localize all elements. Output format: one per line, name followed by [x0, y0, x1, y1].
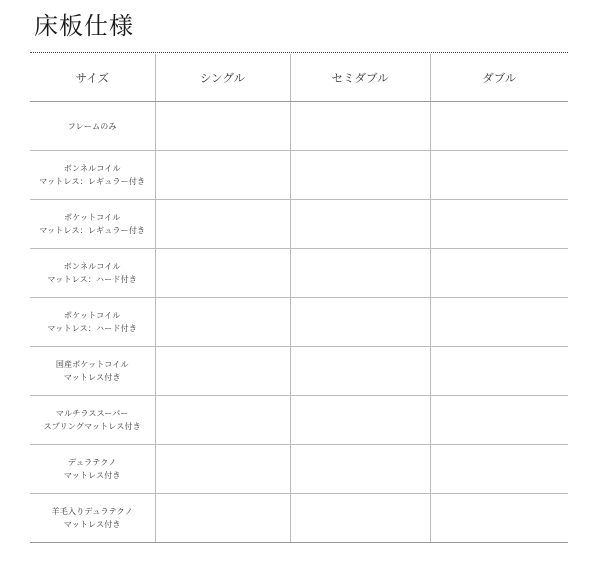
value-cell-double — [430, 445, 568, 494]
value-cell-double — [430, 249, 568, 298]
value-cell-semi-double — [290, 445, 430, 494]
value-cell-double — [430, 200, 568, 249]
value-cell-semi-double — [290, 396, 430, 445]
row-label — [30, 445, 155, 494]
row-label — [30, 102, 155, 151]
page-title: 床板仕様 — [34, 12, 134, 40]
value-cell-single — [155, 200, 290, 249]
value-cell-semi-double — [290, 347, 430, 396]
value-cell-single — [155, 249, 290, 298]
table-row — [30, 102, 568, 151]
value-cell-single — [155, 151, 290, 200]
row-label-line: マットレス：レギュラー付き — [39, 177, 146, 186]
row-label-line: 羊毛入りデュラテクノ — [51, 507, 133, 516]
table-row — [30, 445, 568, 494]
row-label — [30, 494, 155, 543]
value-cell-semi-double — [290, 494, 430, 543]
value-cell-double — [430, 298, 568, 347]
table-row — [30, 494, 568, 543]
row-label-line: マットレス付き — [63, 471, 121, 480]
value-cell-double — [430, 347, 568, 396]
row-label — [30, 200, 155, 249]
row-label-line: マットレス：ハード付き — [47, 324, 138, 333]
value-cell-double — [430, 151, 568, 200]
value-cell-semi-double — [290, 249, 430, 298]
row-label-line: ボンネルコイル — [63, 164, 121, 173]
row-label — [30, 347, 155, 396]
value-cell-semi-double — [290, 151, 430, 200]
value-cell-single — [155, 347, 290, 396]
header-single: シングル — [155, 54, 290, 102]
bed-board-spec-table — [30, 54, 568, 543]
value-cell-semi-double — [290, 200, 430, 249]
row-label-line: スプリングマットレス付き — [43, 422, 141, 431]
row-label-line: ボンネルコイル — [63, 262, 121, 271]
row-label-line: ポケットコイル — [64, 213, 121, 222]
value-cell-single — [155, 102, 290, 151]
row-label-line: 国産ポケットコイル — [55, 360, 129, 369]
table-row — [30, 200, 568, 249]
row-label — [30, 151, 155, 200]
table-row — [30, 151, 568, 200]
value-cell-semi-double — [290, 102, 430, 151]
table-body — [30, 102, 568, 543]
header-double: ダブル — [430, 54, 568, 102]
table-row — [30, 347, 568, 396]
row-label — [30, 298, 155, 347]
value-cell-semi-double — [290, 298, 430, 347]
table-row — [30, 249, 568, 298]
row-label — [30, 249, 155, 298]
value-cell-single — [155, 445, 290, 494]
row-label-line: デュラテクノ — [68, 458, 117, 467]
row-label-line: マルチラススーパー — [55, 409, 129, 418]
value-cell-single — [155, 298, 290, 347]
table-row — [30, 396, 568, 445]
value-cell-double — [430, 396, 568, 445]
value-cell-double — [430, 102, 568, 151]
row-label — [30, 396, 155, 445]
value-cell-double — [430, 494, 568, 543]
title-divider — [30, 52, 568, 53]
table-header-row — [30, 54, 568, 102]
row-label-line: フレームのみ — [67, 121, 117, 131]
table-row — [30, 298, 568, 347]
row-label-line: マットレス付き — [63, 373, 121, 382]
row-label-line: マットレス付き — [63, 520, 121, 529]
header-semi-double: セミダブル — [290, 54, 430, 102]
row-label-line: マットレス：ハード付き — [47, 275, 138, 284]
value-cell-single — [155, 494, 290, 543]
row-label-line: ポケットコイル — [64, 311, 121, 320]
value-cell-single — [155, 396, 290, 445]
header-size: サイズ — [30, 54, 155, 102]
row-label-line: マットレス：レギュラー付き — [39, 226, 146, 235]
